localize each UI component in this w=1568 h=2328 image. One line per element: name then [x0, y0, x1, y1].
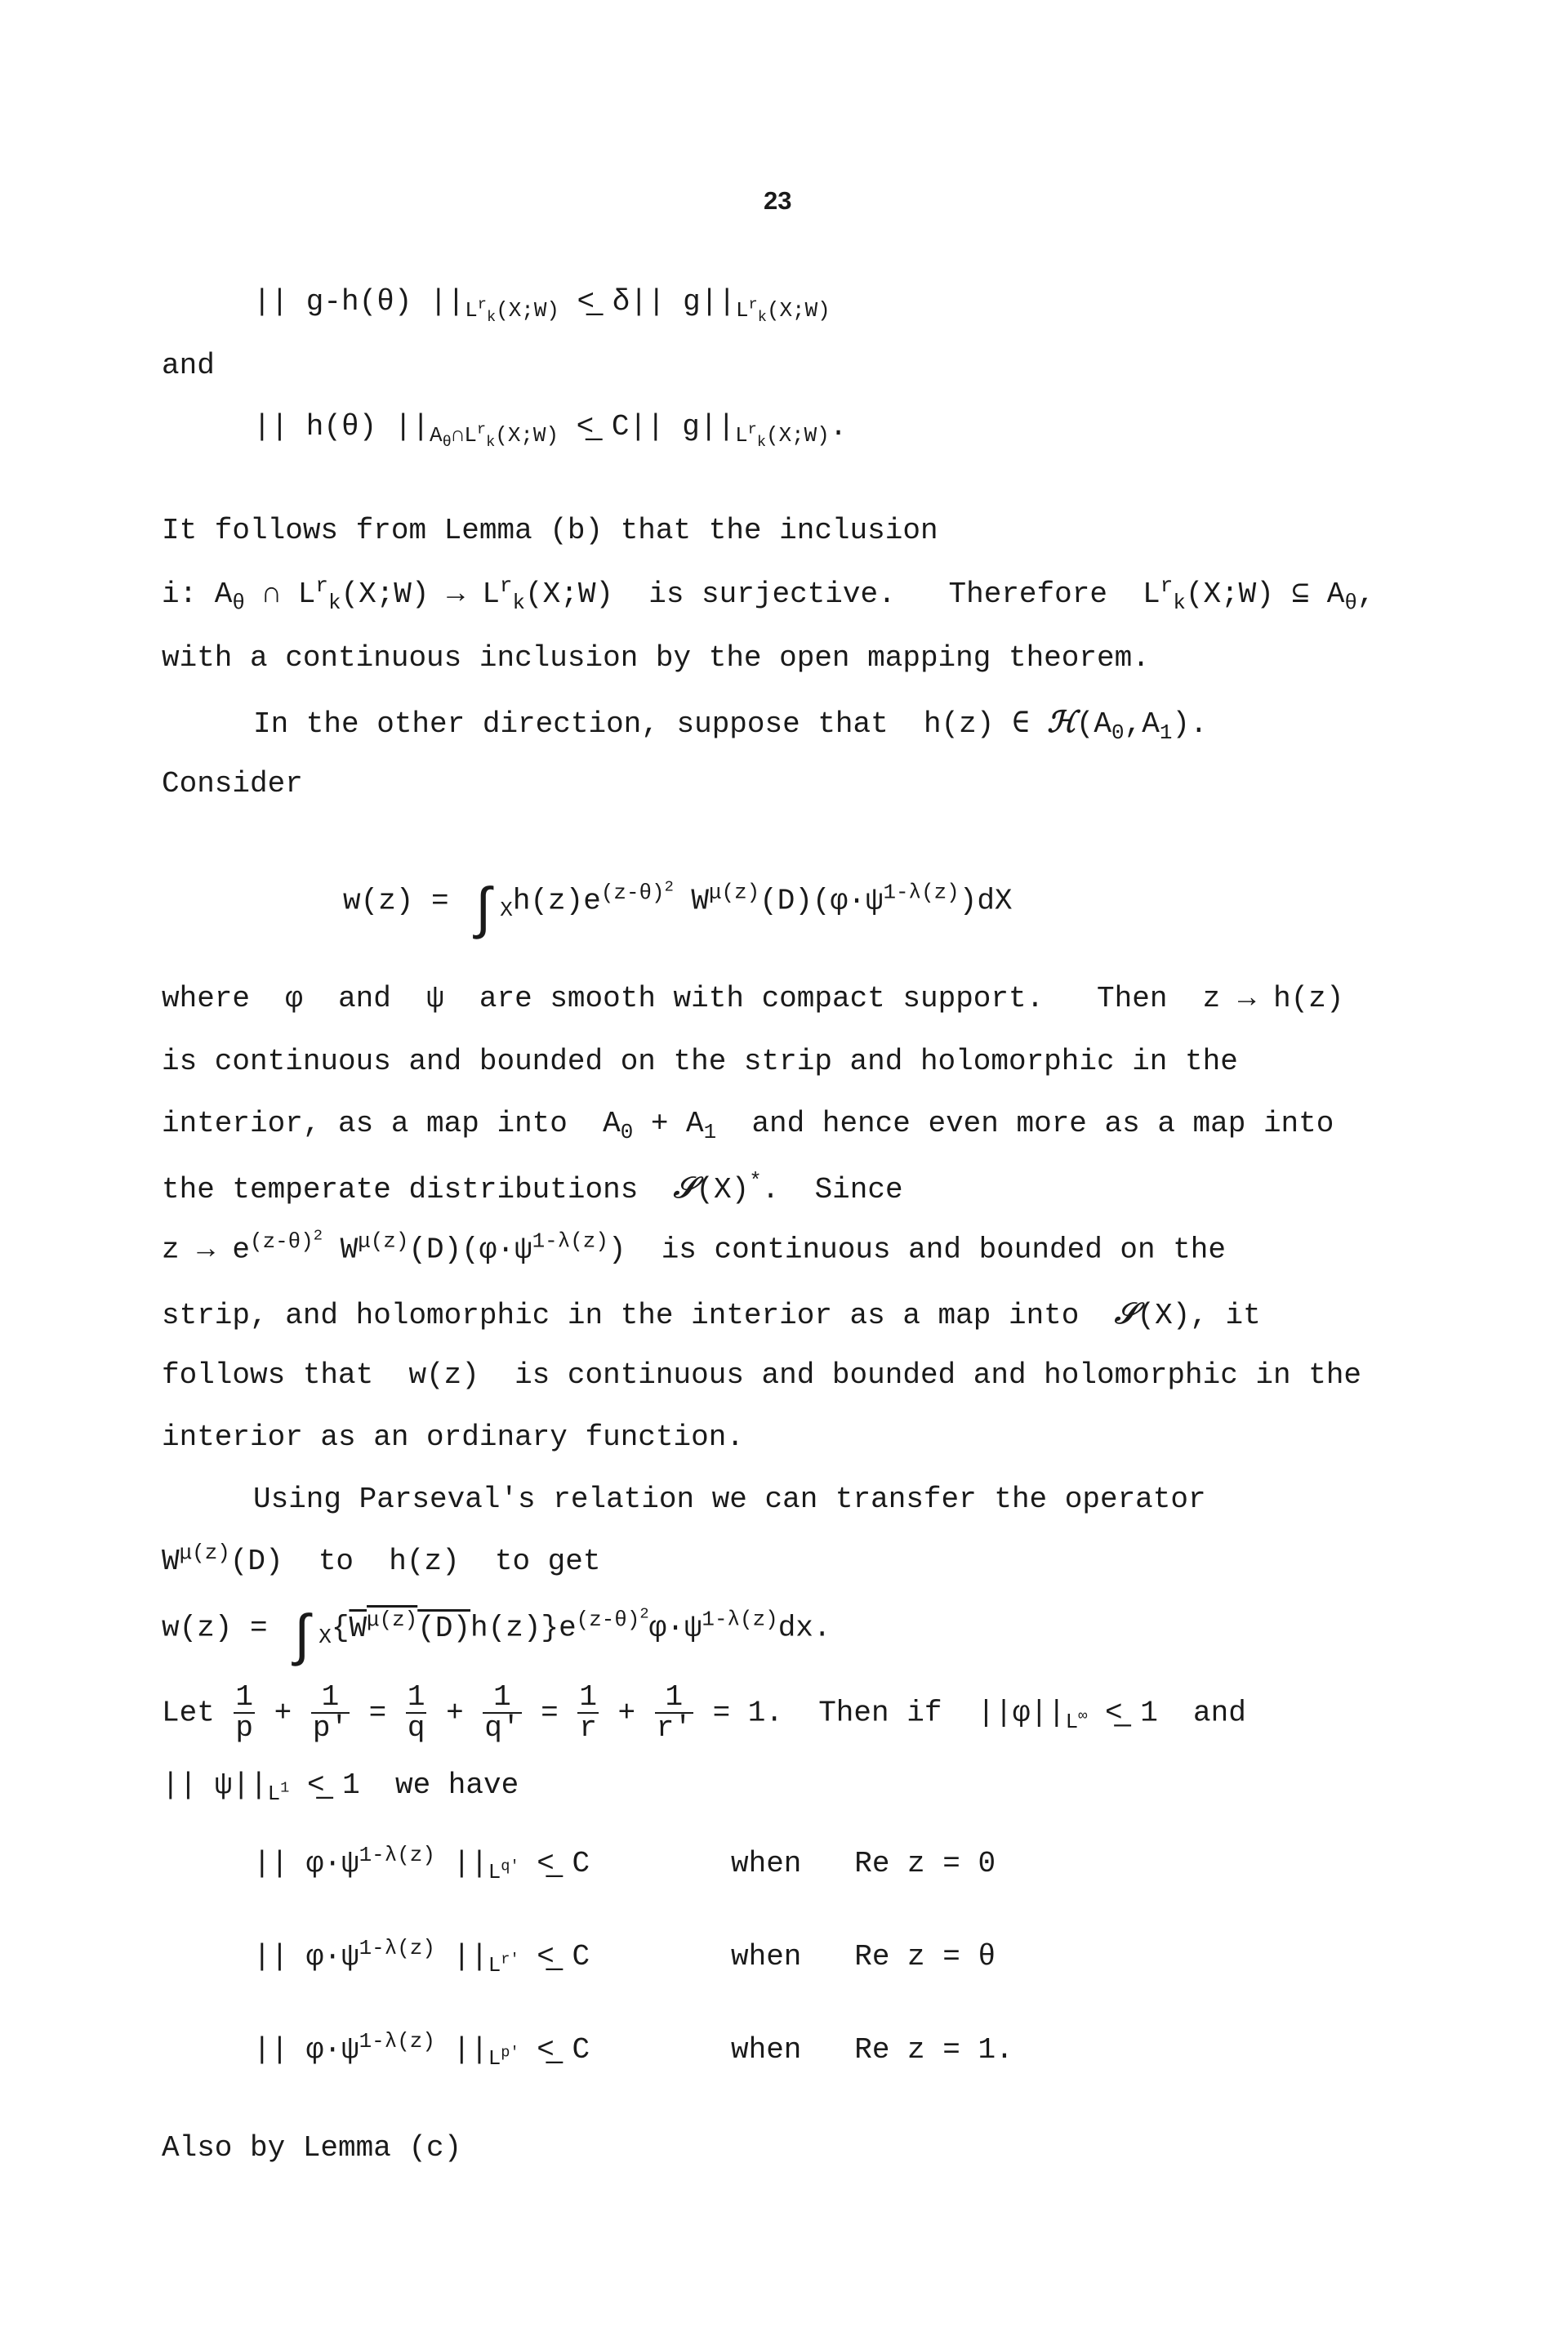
script-s-symbol: 𝒮 — [673, 1171, 697, 1205]
connective-and: and — [162, 349, 215, 382]
text-line-interior-map: interior, as a map into $A_0 + A_1$ and hence even more as a map into — [162, 1107, 1334, 1145]
text-line-strip-holomorphic: strip, and holomorphic in the interior as a map into 𝒮(X), it — [162, 1296, 1261, 1332]
estimate-re-z-0: || $\varphi\cdot\psi^{1-\lambda(z)}$ $||_{L^{q'}}$ <̲ C — [253, 1843, 590, 1885]
text-is-surjective: is surjective. Therefore — [648, 578, 1107, 611]
text-line-inclusion-surjective: i: $A_\theta$ ∩ $L^r_k(X;W)$ → $L^r_k(X;W)$ is surjective. Therefore $L^r_k(X;W)$ ⊆ $A_\theta$, — [162, 573, 1375, 616]
text-line-map-z: $z \to e^{(z-\theta)^2}$ $W^{\mu(z)}(D)(\varphi\cdot\psi^{1-\lambda(z)})$ is continuous and bounded on the — [162, 1226, 1227, 1267]
text-line-psi-norm: || $\psi||_{L^1}$ <̲ 1 we have — [162, 1768, 519, 1807]
text-line-continuous-bounded: is continuous and bounded on the strip and holomorphic in the — [162, 1045, 1238, 1078]
text-line-parseval: Using Parseval's relation we can transfer the operator — [253, 1483, 1206, 1516]
estimate-re-z-1: || $\varphi\cdot\psi^{1-\lambda(z)}$ $||_{L^{p'}}$ <̲ C — [253, 2029, 590, 2072]
equation-w-transferred: $w(z) = \int_X\{W^{\mu(z)}(D)h(z)\}e^{(z-\theta)^2}\varphi\cdot\psi^{1-\lambda(z)}dx$. — [162, 1604, 831, 1671]
text-line-where-smooth: where φ and ψ are smooth with compact support. Then z → h(z) — [162, 982, 1344, 1015]
condition-re-z-0: when Re z = 0 — [731, 1847, 996, 1880]
text-line-open-mapping: with a continuous inclusion by the open mapping theorem. — [162, 641, 1150, 675]
text-line-other-direction: In the other direction, suppose that h(z) ∈ $ℋ(A_0,A_1)$. — [253, 705, 1208, 746]
norm-estimate-g-minus-h: || g-h(θ) $||_{L^r_k(X;W)}$ <̲ δ|| $g||_{L^r_k(X;W)}$ — [253, 285, 831, 327]
condition-re-z-theta: when Re z = θ — [731, 1940, 996, 1973]
condition-re-z-1: when Re z = 1. — [731, 2033, 1013, 2067]
text-line-ordinary-function: interior as an ordinary function. — [162, 1420, 744, 1454]
script-h-symbol: ℋ — [1047, 705, 1076, 739]
text-line-follows-w: follows that w(z) is continuous and bounded and holomorphic in the — [162, 1358, 1362, 1392]
page-number: 23 — [764, 186, 792, 215]
text-line-also-lemma-c: Also by Lemma (c) — [162, 2131, 462, 2165]
estimate-re-z-theta: || $\varphi\cdot\psi^{1-\lambda(z)}$ $||_{L^{r'}}$ <̲ C — [253, 1936, 590, 1978]
text-line-let-exponents: Let $\frac{1}{p}$ + $\frac{1}{p'}$ = $\frac{1}{q}$ + $\frac{1}{q'}$ = $\frac{1}{r}$ + $\frac{1}{r'}$ = 1. Then if $||\varphi||_{L^\infty}$ <̲ 1 and — [162, 1680, 1246, 1745]
text-line-consider: Consider — [162, 767, 303, 801]
equation-w-definition: $w(z) = \int_Xh(z)e^{(z-\theta)^2}$ $W^{\mu(z)}(D)(\varphi\cdot\psi^{1-\lambda(z)})dX$ — [343, 877, 1013, 944]
text-line-transfer-operator: $W^{\mu(z)}(D)$ to h(z) to get — [162, 1541, 601, 1578]
norm-estimate-h: || h(θ) $||_{A_\theta\cap L^r_k(X;W)}$ <̲ C|| $g||_{L^r_k(X;W)}$. — [253, 410, 848, 452]
text-line-temperate: the temperate distributions 𝒮(X)*. Since — [162, 1169, 903, 1206]
text-line-follows-lemma-b: It follows from Lemma (b) that the inclusion — [162, 514, 938, 547]
